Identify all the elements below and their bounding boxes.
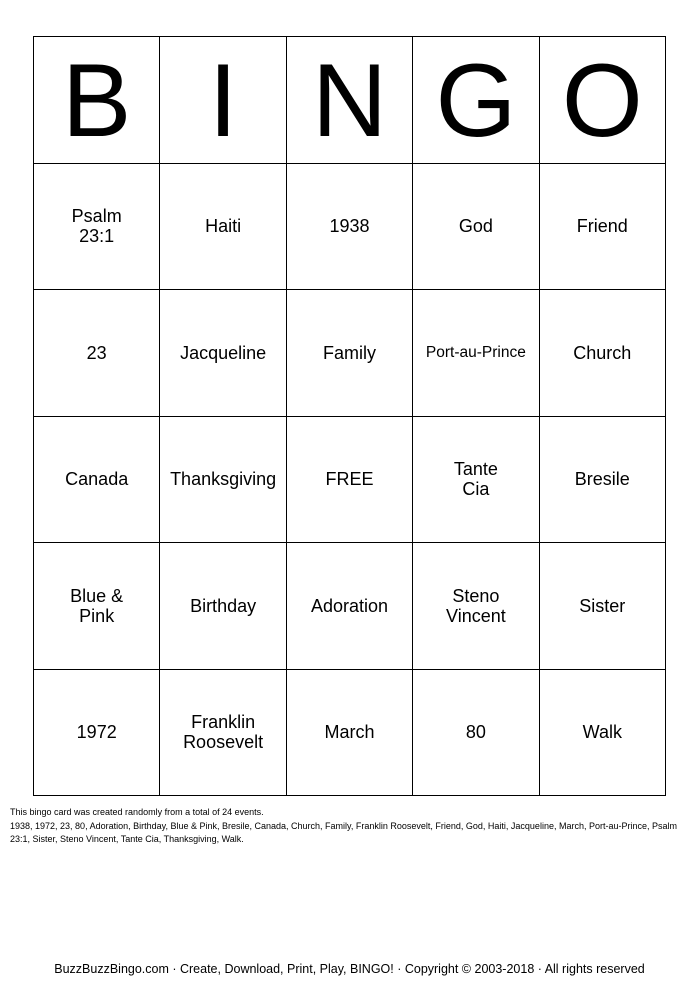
bingo-card (33, 36, 666, 796)
cell-text: Adoration (310, 595, 389, 616)
free-space-cell (287, 417, 413, 544)
bingo-cell (413, 417, 539, 544)
cell-text: 80 (465, 722, 486, 743)
bingo-cell (540, 543, 666, 670)
bingo-cell (160, 290, 286, 417)
bingo-cell (287, 164, 413, 291)
cell-text: FREE (325, 469, 374, 490)
bingo-cell (287, 290, 413, 417)
bingo-cell (540, 290, 666, 417)
cell-text: Friend (576, 216, 628, 237)
bingo-cell (34, 290, 160, 417)
cell-text: March (324, 722, 375, 743)
bingo-cell (540, 164, 666, 291)
cell-text: 23 (86, 342, 107, 363)
header-letter-i: I (160, 37, 286, 164)
notes-event-list: 1938, 1972, 23, 80, Adoration, Birthday, Blue & Pink, Bresile, Canada, Church, Family, Franklin Roosevelt, Friend, God, Haiti, Jacqueline, March, Port-au-Prince, Psalm 23:1, Sister, Steno Vincent, Tante Cia, Thanksgiving, Walk. (10, 820, 677, 844)
cell-text: God (458, 216, 493, 237)
bingo-cell (287, 543, 413, 670)
bingo-cell (160, 543, 286, 670)
cell-text: Haiti (205, 216, 242, 237)
header-letter-g: G (413, 37, 539, 164)
cell-text: Port-au-Prince (425, 344, 526, 362)
cell-text: 1972 (76, 722, 117, 743)
card-notes (10, 806, 692, 847)
header-letter-o: O (540, 37, 666, 164)
bingo-cell (160, 417, 286, 544)
cell-text: Church (573, 342, 632, 363)
notes-summary: This bingo card was created randomly from a total of 24 events. (10, 807, 264, 817)
cell-text: Walk (582, 722, 622, 743)
cell-text: Tante Cia (453, 459, 498, 500)
cell-text: Sister (579, 595, 626, 616)
bingo-cell (413, 290, 539, 417)
bingo-cell (34, 670, 160, 797)
cell-text: Franklin Roosevelt (183, 712, 264, 753)
cell-text: Psalm 23:1 (71, 206, 122, 247)
cell-text: Blue & Pink (70, 585, 124, 626)
cell-text: 1938 (329, 216, 370, 237)
bingo-cell (160, 670, 286, 797)
bingo-cell (413, 670, 539, 797)
bingo-cell (160, 164, 286, 291)
bingo-cell (540, 417, 666, 544)
bingo-cell (413, 164, 539, 291)
bingo-cell (287, 670, 413, 797)
bingo-cell (413, 543, 539, 670)
cell-text: Canada (65, 469, 129, 490)
cell-text: Thanksgiving (170, 469, 277, 490)
cell-text: Birthday (190, 595, 257, 616)
cell-text: Family (322, 342, 376, 363)
cell-text: Steno Vincent (446, 585, 506, 626)
header-letter-b: B (34, 37, 160, 164)
cell-text: Jacqueline (180, 342, 267, 363)
footer-credit: BuzzBuzzBingo.com · Create, Download, Print, Play, BINGO! · Copyright © 2003-2018 · All rights reserved (54, 962, 645, 976)
bingo-cell (540, 670, 666, 797)
bingo-cell (34, 164, 160, 291)
cell-text: Bresile (574, 469, 630, 490)
header-letter-n: N (287, 37, 413, 164)
bingo-cell (34, 543, 160, 670)
bingo-cell (34, 417, 160, 544)
